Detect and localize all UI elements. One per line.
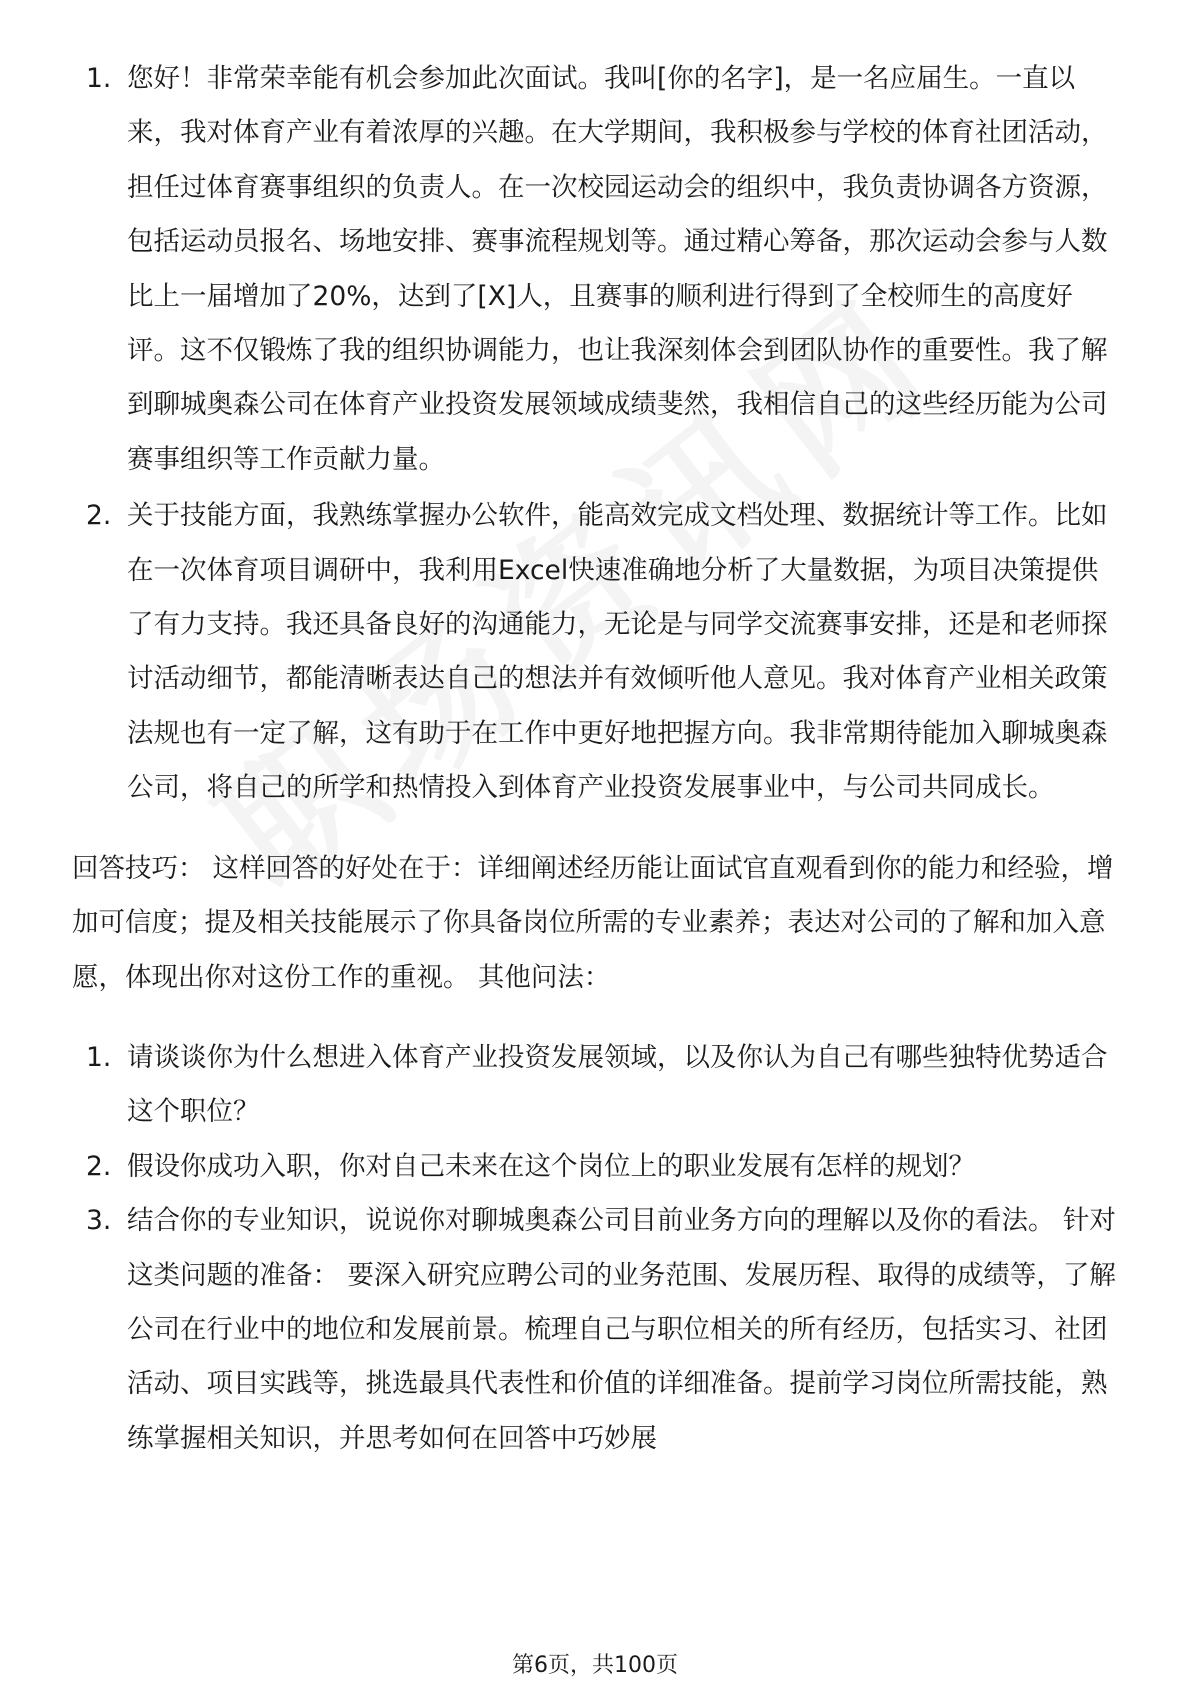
tips-label: 回答技巧： — [72, 852, 205, 884]
list-number: 3. — [86, 1205, 112, 1237]
answer-text: 关于技能方面，我熟练掌握办公软件，能高效完成文档处理、数据统计等工作。比如在一次体育项目调研中，我利用Excel快速准确地分析了大量数据，为项目决策提供了有力支持。我还具备良好的沟通能力，无论是与同学交流赛事安排，还是和老师探讨活动细节，都能清晰表达自己的想法并有效倾听他人意见。我对体育产业相关政策法规也有一定了解，这有助于在工作中更好地把握方向。我非常期待能加入聊城奥森公司，将自己的所学和热情投入到体育产业投资发展事业中，与公司共同成长。 — [127, 500, 1108, 804]
question-text: 请谈谈你为什么想进入体育产业投资发展领域，以及你认为自己有哪些独特优势适合这个职位？ — [127, 1041, 1108, 1128]
list-number: 1. — [86, 63, 112, 94]
document-body — [72, 52, 1122, 1466]
page-footer: 第6页，共100页 — [512, 1653, 678, 1678]
question-item-2 — [72, 1140, 1122, 1194]
question-text: 结合你的专业知识，说说你对聊城奥森公司目前业务方向的理解以及你的看法。 针对这类问题的准备： 要深入研究应聘公司的业务范围、发展历程、取得的成绩等，了解公司在行业中的地位和发展前景。梳理自己与职位相关的所有经历，包括实习、社团活动、项目实践等，挑选最具代表性和价值的详细准备。提前学习岗位所需技能，熟练掌握相关知识，并思考如何在回答中巧妙展 — [127, 1205, 1116, 1454]
answer-text: 您好！非常荣幸能有机会参加此次面试。我叫[你的名字]，是一名应届生。一直以来，我对体育产业有着浓厚的兴趣。在大学期间，我积极参与学校的体育社团活动，担任过体育赛事组织的负责人。在一次校园运动会的组织中，我负责协调各方资源，包括运动员报名、场地安排、赛事流程规划等。通过精心筹备，那次运动会参与人数比上一届增加了20%，达到了[X]人，且赛事的顺利进行得到了全校师生的高度好评。这不仅锻炼了我的组织协调能力，也让我深刻体会到团队协作的重要性。我了解到聊城奥森公司在体育产业投资发展领域成绩斐然，我相信自己的这些经历能为公司赛事组织等工作贡献力量。 — [127, 63, 1108, 475]
question-item-3 — [72, 1194, 1122, 1466]
tips-text: 这样回答的好处在于：详细阐述经历能让面试官直观看到你的能力和经验，增加可信度；提及相关技能展示了你具备岗位所需的专业素养；表达对公司的了解和加入意愿，体现出你对这份工作的重视。 其他问法： — [72, 852, 1114, 993]
question-text: 假设你成功入职，你对自己未来在这个岗位上的职业发展有怎样的规划？ — [127, 1150, 975, 1182]
answer-item-1 — [72, 52, 1122, 487]
answer-list — [72, 52, 1122, 816]
answer-item-2 — [72, 489, 1122, 815]
answer-tips — [72, 842, 1122, 1005]
question-list — [72, 1031, 1122, 1466]
question-item-1 — [72, 1031, 1122, 1140]
list-number: 2. — [86, 500, 112, 532]
list-number: 1. — [86, 1041, 112, 1073]
list-number: 2. — [86, 1150, 112, 1182]
